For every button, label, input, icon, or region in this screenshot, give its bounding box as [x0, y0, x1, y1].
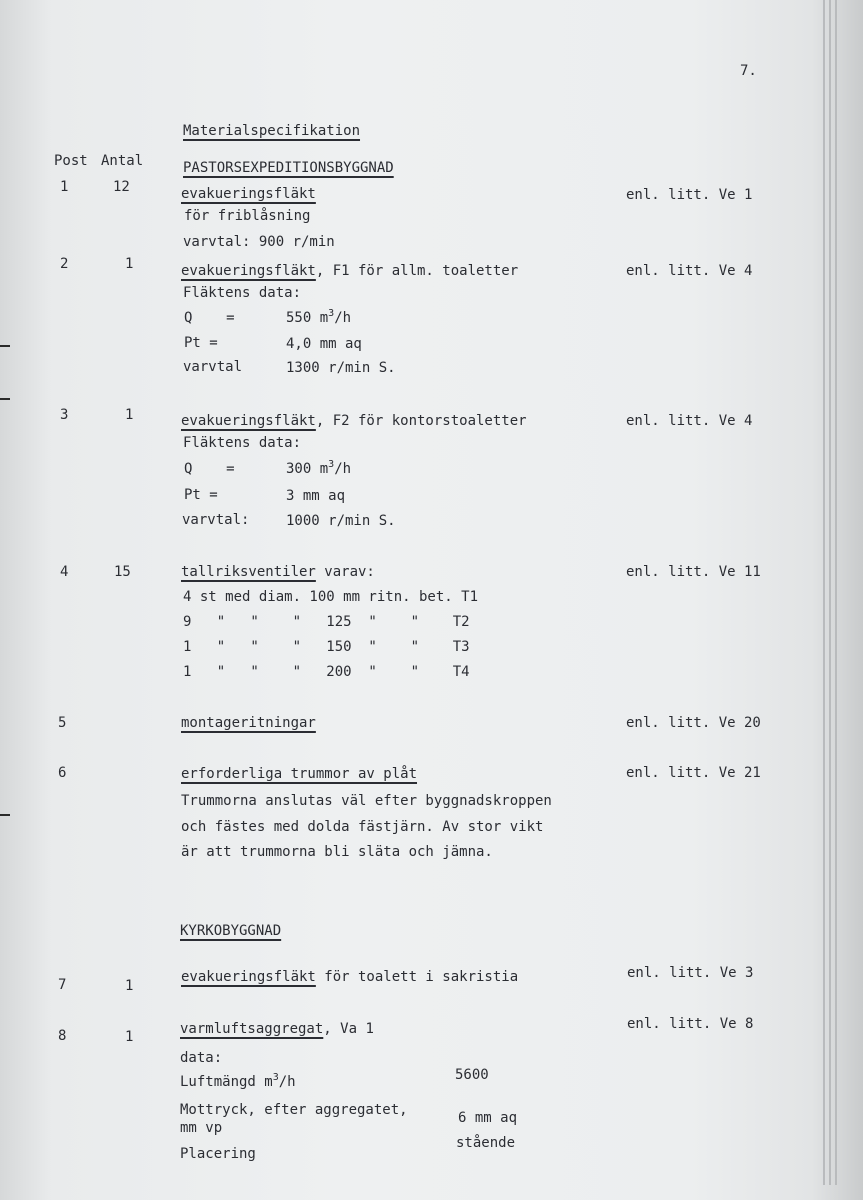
item-title-suffix-4: varav:	[315, 564, 375, 580]
item-title-line-3	[181, 412, 527, 430]
unit-tail: /h	[334, 310, 352, 326]
item-line: för friblåsning	[184, 208, 311, 224]
page-stack-edge	[835, 0, 837, 1185]
q-label: Q =	[184, 461, 235, 477]
item-title-line-7	[181, 968, 518, 986]
item-text-line: Trummorna anslutas väl efter byggnadskroppen	[181, 793, 552, 809]
rpm-label: varvtal:	[182, 512, 250, 528]
q-value-number: 550 m	[286, 310, 329, 326]
item-antal-7: 1	[125, 978, 134, 994]
item-post-3: 3	[60, 407, 69, 423]
item-ref-8: enl. litt. Ve 8	[627, 1016, 754, 1032]
page-number: 7.	[740, 63, 757, 79]
item-title-line-4	[181, 563, 375, 581]
page-stack-edge	[823, 0, 825, 1185]
backpressure-label: Mottryck, efter aggregatet,	[180, 1102, 408, 1118]
item-post-4: 4	[60, 564, 69, 580]
item-title-suffix-3: , F2 för kontorstoaletter	[315, 413, 527, 429]
unit-superscript: 3	[272, 1072, 279, 1083]
column-header-antal: Antal	[101, 153, 144, 169]
pt-label: Pt =	[184, 487, 218, 503]
item-title-8: varmluftsaggregat	[180, 1021, 324, 1037]
page-stack-edge	[829, 0, 831, 1185]
unit-tail: /h	[334, 461, 352, 477]
item-ref-1: enl. litt. Ve 1	[626, 187, 753, 203]
item-title-suffix-2: , F1 för allm. toaletter	[315, 263, 519, 279]
data-label: data:	[180, 1050, 223, 1066]
item-post-8: 8	[58, 1028, 67, 1044]
item-ref-2: enl. litt. Ve 4	[626, 263, 753, 279]
rpm-value: 1000 r/min S.	[286, 513, 396, 529]
item-post-6: 6	[58, 765, 67, 781]
item-antal-8: 1	[125, 1029, 134, 1045]
item-antal-3: 1	[125, 407, 134, 423]
q-value	[286, 309, 351, 327]
item-title-suffix-8: , Va 1	[323, 1021, 374, 1037]
item-post-1: 1	[60, 179, 69, 195]
item-title-line-8	[180, 1020, 374, 1038]
item-ref-5: enl. litt. Ve 20	[626, 715, 761, 731]
item-title-suffix-7: för toalett i sakristia	[315, 969, 519, 985]
item-title-2: evakueringsfläkt	[181, 263, 316, 279]
pt-label: Pt =	[184, 335, 218, 351]
rpm-label: varvtal	[183, 359, 243, 375]
backpressure-value: 6 mm aq	[458, 1110, 518, 1126]
item-title-line-2	[181, 262, 518, 280]
item-text-line: och fästes med dolda fästjärn. Av stor vikt	[181, 819, 544, 835]
item-line: varvtal: 900 r/min	[183, 234, 335, 250]
item-title-3: evakueringsfläkt	[181, 413, 316, 429]
pt-value: 4,0 mm aq	[286, 336, 362, 352]
fan-data-heading: Fläktens data:	[183, 435, 302, 451]
section-title: Materialspecifikation	[183, 123, 361, 139]
column-header-post: Post	[54, 153, 88, 169]
item-post-2: 2	[60, 256, 69, 272]
margin-mark	[0, 398, 10, 400]
unit-superscript: 3	[328, 308, 335, 319]
unit-superscript: 3	[328, 459, 335, 470]
item-post-7: 7	[58, 977, 67, 993]
item-title-1: evakueringsfläkt	[181, 186, 316, 202]
section-heading-kyrkobyggnad: KYRKOBYGGNAD	[180, 923, 282, 939]
q-label: Q =	[184, 310, 235, 326]
item-ref-7: enl. litt. Ve 3	[627, 965, 754, 981]
margin-mark	[0, 345, 10, 347]
fan-data-heading: Fläktens data:	[183, 285, 302, 301]
margin-mark	[0, 814, 10, 816]
item-post-5: 5	[58, 715, 67, 731]
item-ref-6: enl. litt. Ve 21	[626, 765, 761, 781]
placement-value: stående	[456, 1135, 516, 1151]
airflow-label-text: Luftmängd m	[180, 1074, 273, 1090]
pt-value: 3 mm aq	[286, 488, 346, 504]
section-heading-pastorsexpedition: PASTORSEXPEDITIONSBYGGNAD	[183, 160, 394, 176]
valve-row: 9 " " " 125 " " T2	[183, 614, 470, 630]
item-title-6: erforderliga trummor av plåt	[181, 766, 418, 782]
item-text-line: är att trummorna bli släta och jämna.	[181, 844, 493, 860]
q-value-number: 300 m	[286, 461, 329, 477]
item-title-4: tallriksventiler	[181, 564, 316, 580]
valve-row: 1 " " " 150 " " T3	[183, 639, 470, 655]
item-ref-4: enl. litt. Ve 11	[626, 564, 761, 580]
item-ref-3: enl. litt. Ve 4	[626, 413, 753, 429]
item-antal-4: 15	[114, 564, 131, 580]
rpm-value: 1300 r/min S.	[286, 360, 396, 376]
item-title-5: montageritningar	[181, 715, 316, 731]
valve-row: 1 " " " 200 " " T4	[183, 664, 470, 680]
item-antal-2: 1	[125, 256, 134, 272]
airflow-label	[180, 1073, 296, 1091]
item-title-7: evakueringsfläkt	[181, 969, 316, 985]
item-antal-1: 12	[113, 179, 130, 195]
valve-row: 4 st med diam. 100 mm ritn. bet. T1	[183, 589, 479, 605]
q-value	[286, 460, 351, 478]
placement-label: Placering	[180, 1146, 256, 1162]
airflow-value: 5600	[455, 1067, 489, 1083]
backpressure-unit-label: mm vp	[180, 1120, 223, 1136]
unit-tail: /h	[278, 1074, 296, 1090]
